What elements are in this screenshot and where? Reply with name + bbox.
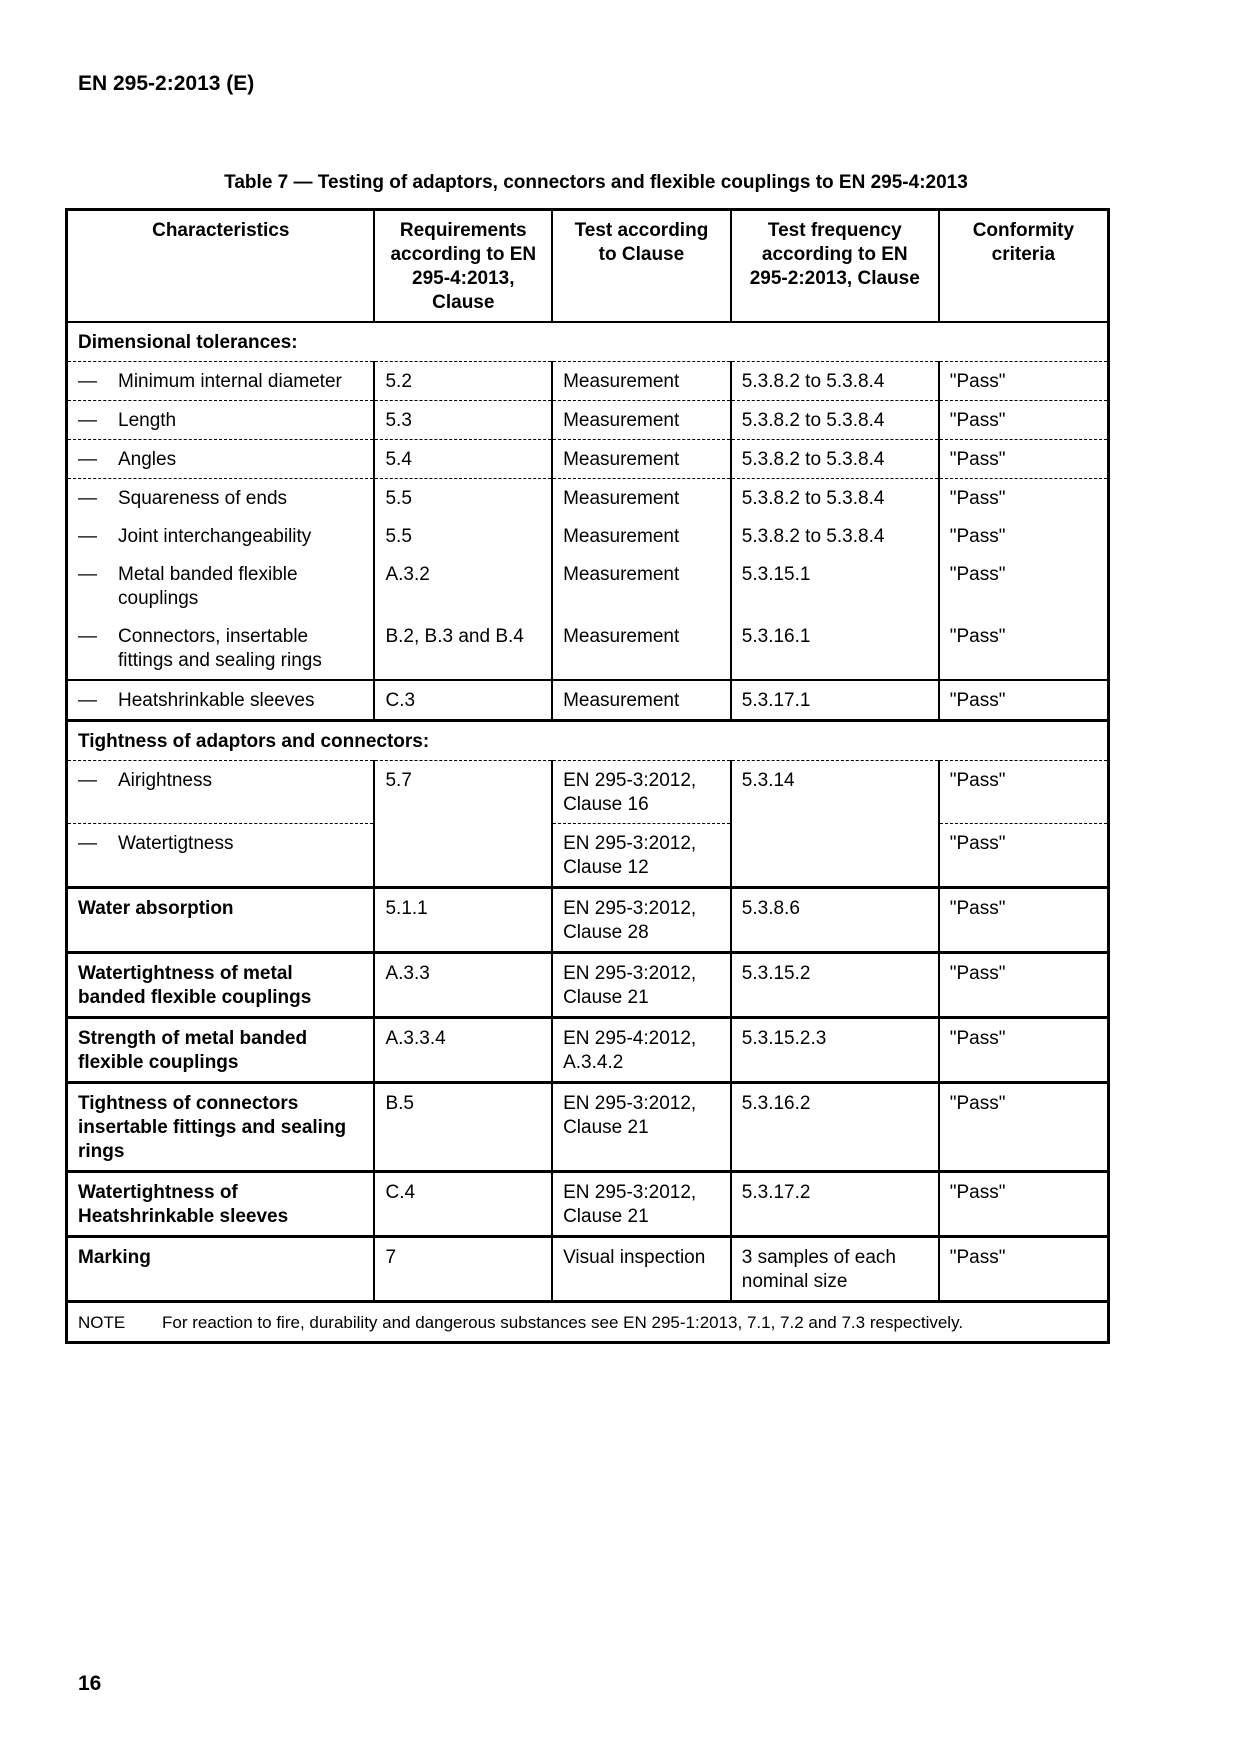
criteria-cell: "Pass" <box>939 1083 1109 1172</box>
table-row <box>67 680 1109 721</box>
frequency-cell: 5.3.16.1 <box>731 617 939 680</box>
requirement-cell: A.3.3.4 <box>374 1018 552 1083</box>
frequency-cell: 5.3.14 <box>731 761 939 888</box>
frequency-cell: 5.3.15.2 <box>731 953 939 1018</box>
header-frequency: Test frequency according to EN 295-2:2013, Clause <box>731 210 939 323</box>
table-row <box>67 617 1109 680</box>
criteria-cell: "Pass" <box>939 1018 1109 1083</box>
requirement-cell: A.3.3 <box>374 953 552 1018</box>
frequency-cell: 5.3.16.2 <box>731 1083 939 1172</box>
requirement-cell: 5.1.1 <box>374 888 552 953</box>
group-row-tightness <box>67 721 1109 761</box>
frequency-cell: 5.3.8.2 to 5.3.8.4 <box>731 401 939 440</box>
testing-table <box>65 208 1110 1344</box>
characteristic-cell: Marking <box>67 1237 375 1302</box>
note-text: For reaction to fire, durability and dangerous substances see EN 295-1:2013, 7.1, 7.2 and 7.3 respectively. <box>162 1313 964 1332</box>
document-header: EN 295-2:2013 (E) <box>78 72 255 95</box>
table-row <box>67 479 1109 518</box>
characteristic-cell <box>67 617 375 680</box>
requirement-cell: 5.7 <box>374 761 552 888</box>
requirement-cell: A.3.2 <box>374 555 552 617</box>
characteristic-cell: Strength of metal banded flexible couplings <box>67 1018 375 1083</box>
characteristic-text: Airightness <box>118 770 212 791</box>
header-conformity: Conformity criteria <box>939 210 1109 323</box>
test-cell: EN 295-4:2012, A.3.4.2 <box>552 1018 731 1083</box>
requirement-cell: B.5 <box>374 1083 552 1172</box>
test-cell: Visual inspection <box>552 1237 731 1302</box>
frequency-cell: 5.3.8.2 to 5.3.8.4 <box>731 362 939 401</box>
page-number: 16 <box>78 1672 102 1695</box>
test-cell: Measurement <box>552 617 731 680</box>
requirement-cell: 5.3 <box>374 401 552 440</box>
test-cell: Measurement <box>552 479 731 518</box>
test-cell: EN 295-3:2012, Clause 16 <box>552 761 731 824</box>
dash-bullet: — <box>78 526 97 547</box>
table-header-row <box>67 210 1109 323</box>
dash-bullet: — <box>78 488 97 509</box>
dash-bullet: — <box>78 449 97 470</box>
header-characteristics: Characteristics <box>67 210 375 323</box>
table-row <box>67 824 1109 888</box>
criteria-cell: "Pass" <box>939 401 1109 440</box>
requirement-cell: C.3 <box>374 680 552 721</box>
characteristic-text: Watertigtness <box>118 833 234 854</box>
test-cell: Measurement <box>552 680 731 721</box>
table-row <box>67 440 1109 479</box>
characteristic-text: Angles <box>118 449 177 470</box>
test-cell: Measurement <box>552 517 731 555</box>
criteria-cell: "Pass" <box>939 362 1109 401</box>
criteria-cell: "Pass" <box>939 1237 1109 1302</box>
dash-bullet: — <box>78 410 97 431</box>
characteristic-cell: Tightness of connectors insertable fittings and sealing rings <box>67 1083 375 1172</box>
group-row-dimensional <box>67 322 1109 362</box>
test-cell: EN 295-3:2012, Clause 21 <box>552 953 731 1018</box>
characteristic-cell <box>67 680 375 721</box>
criteria-cell: "Pass" <box>939 824 1109 888</box>
characteristic-text: Connectors, insertable fittings and sealing rings <box>118 626 322 671</box>
test-cell: EN 295-3:2012, Clause 21 <box>552 1172 731 1237</box>
header-test: Test according to Clause <box>552 210 731 323</box>
table-row <box>67 1083 1109 1172</box>
characteristic-text: Metal banded flexible couplings <box>118 564 298 609</box>
characteristic-text: Length <box>118 410 177 431</box>
characteristic-text: Joint interchangeability <box>118 526 312 547</box>
note-row <box>67 1302 1109 1343</box>
frequency-cell: 5.3.15.2.3 <box>731 1018 939 1083</box>
header-requirements: Requirements according to EN 295-4:2013, Clause <box>374 210 552 323</box>
requirement-cell: C.4 <box>374 1172 552 1237</box>
table-row <box>67 1172 1109 1237</box>
table-row <box>67 555 1109 617</box>
table-row <box>67 888 1109 953</box>
group-label-dimensional: Dimensional tolerances: <box>67 322 1109 362</box>
characteristic-cell <box>67 824 375 888</box>
table-row <box>67 362 1109 401</box>
frequency-cell: 5.3.17.1 <box>731 680 939 721</box>
criteria-cell: "Pass" <box>939 440 1109 479</box>
criteria-cell: "Pass" <box>939 555 1109 617</box>
requirement-cell: 5.5 <box>374 517 552 555</box>
test-cell: Measurement <box>552 555 731 617</box>
table-title: Table 7 — Testing of adaptors, connectors and flexible couplings to EN 295-4:2013 <box>224 172 968 193</box>
table-row <box>67 1237 1109 1302</box>
dash-bullet: — <box>78 371 97 392</box>
characteristic-cell <box>67 362 375 401</box>
criteria-cell: "Pass" <box>939 761 1109 824</box>
criteria-cell: "Pass" <box>939 680 1109 721</box>
frequency-cell: 5.3.15.1 <box>731 555 939 617</box>
frequency-cell: 5.3.8.2 to 5.3.8.4 <box>731 440 939 479</box>
test-cell: EN 295-3:2012, Clause 28 <box>552 888 731 953</box>
frequency-cell: 5.3.8.2 to 5.3.8.4 <box>731 479 939 518</box>
criteria-cell: "Pass" <box>939 1172 1109 1237</box>
dash-bullet: — <box>78 770 97 791</box>
characteristic-text: Heatshrinkable sleeves <box>118 690 315 711</box>
characteristic-text: Squareness of ends <box>118 488 288 509</box>
dash-bullet: — <box>78 690 97 711</box>
table-row <box>67 517 1109 555</box>
requirement-cell: 5.5 <box>374 479 552 518</box>
criteria-cell: "Pass" <box>939 953 1109 1018</box>
characteristic-cell <box>67 479 375 518</box>
requirement-cell: 7 <box>374 1237 552 1302</box>
criteria-cell: "Pass" <box>939 517 1109 555</box>
characteristic-cell <box>67 761 375 824</box>
frequency-cell: 5.3.17.2 <box>731 1172 939 1237</box>
table-row <box>67 401 1109 440</box>
test-cell: EN 295-3:2012, Clause 12 <box>552 824 731 888</box>
frequency-cell: 5.3.8.2 to 5.3.8.4 <box>731 517 939 555</box>
test-cell: Measurement <box>552 440 731 479</box>
test-cell: Measurement <box>552 362 731 401</box>
criteria-cell: "Pass" <box>939 617 1109 680</box>
dash-bullet: — <box>78 833 97 854</box>
characteristic-cell <box>67 555 375 617</box>
requirement-cell: B.2, B.3 and B.4 <box>374 617 552 680</box>
characteristic-cell <box>67 440 375 479</box>
note-label: NOTE <box>78 1313 126 1332</box>
characteristic-cell: Watertightness of metal banded flexible couplings <box>67 953 375 1018</box>
requirement-cell: 5.2 <box>374 362 552 401</box>
group-label-tightness: Tightness of adaptors and connectors: <box>67 721 1109 761</box>
test-cell: Measurement <box>552 401 731 440</box>
dash-bullet: — <box>78 564 97 585</box>
table-row <box>67 761 1109 824</box>
characteristic-cell <box>67 401 375 440</box>
characteristic-cell: Watertightness of Heatshrinkable sleeves <box>67 1172 375 1237</box>
table-row <box>67 953 1109 1018</box>
characteristic-text: Minimum internal diameter <box>118 371 342 392</box>
frequency-cell: 3 samples of each nominal size <box>731 1237 939 1302</box>
table-row <box>67 1018 1109 1083</box>
frequency-cell: 5.3.8.6 <box>731 888 939 953</box>
requirement-cell: 5.4 <box>374 440 552 479</box>
test-cell: EN 295-3:2012, Clause 21 <box>552 1083 731 1172</box>
criteria-cell: "Pass" <box>939 479 1109 518</box>
characteristic-cell: Water absorption <box>67 888 375 953</box>
dash-bullet: — <box>78 626 97 647</box>
note-cell <box>67 1302 1109 1343</box>
criteria-cell: "Pass" <box>939 888 1109 953</box>
characteristic-cell <box>67 517 375 555</box>
